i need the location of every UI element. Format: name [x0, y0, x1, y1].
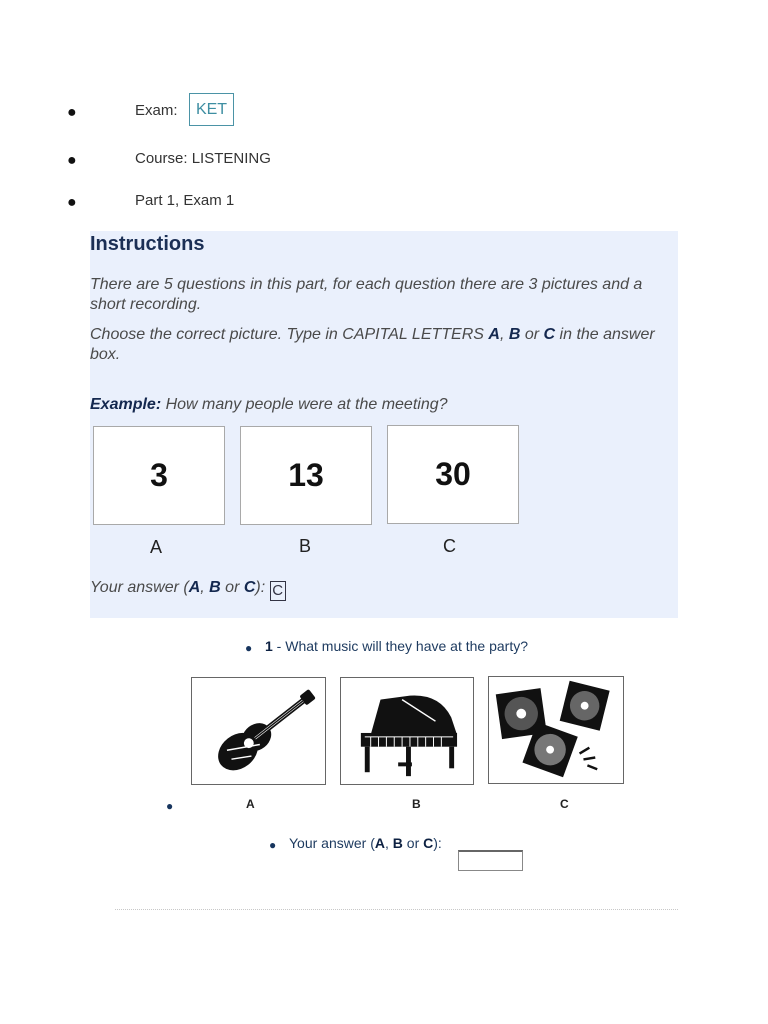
- exam-label: Exam:: [135, 102, 178, 119]
- exam-link[interactable]: KET: [189, 93, 234, 126]
- question-1-picture-b[interactable]: [340, 677, 474, 785]
- question-1-answer-input[interactable]: [458, 850, 523, 871]
- cds-icon: [489, 677, 623, 783]
- bullet-icon: ●: [67, 104, 77, 121]
- divider: [115, 909, 678, 910]
- example-picture-c: 30: [387, 425, 519, 524]
- course-label: Course: LISTENING: [135, 150, 271, 167]
- question-1-letter-b: B: [412, 797, 421, 811]
- guitar-icon: [192, 678, 325, 784]
- example-letter-a: A: [150, 537, 163, 557]
- instructions-title: Instructions: [90, 233, 205, 255]
- bullet-icon: ●: [269, 838, 277, 852]
- example-letter-c: C: [443, 536, 456, 556]
- question-1-picture-a[interactable]: [191, 677, 326, 785]
- piano-icon: [341, 678, 473, 784]
- question-1-text: 1 - What music will they have at the party?: [265, 638, 529, 654]
- example-question: Example: How many people were at the meeting?: [90, 396, 448, 413]
- example-picture-a: 3: [93, 426, 225, 525]
- part-label: Part 1, Exam 1: [135, 192, 235, 209]
- instructions-panel: [90, 231, 678, 618]
- bullet-icon: ●: [245, 641, 253, 655]
- question-1-letter-a: A: [246, 797, 255, 811]
- example-picture-b: 13: [240, 426, 372, 525]
- example-answer-box: C: [270, 581, 286, 601]
- example-answer-line: Your answer (A, B or C): C: [90, 578, 680, 601]
- instructions-para-1: There are 5 questions in this part, for each question there are 3 pictures and a short recording.: [90, 276, 643, 313]
- bullet-icon: ●: [67, 194, 77, 211]
- question-1-answer-line: Your answer (A, B or C):: [289, 835, 442, 851]
- bullet-icon: ●: [166, 799, 174, 813]
- question-1-picture-c[interactable]: [488, 676, 624, 784]
- bullet-icon: ●: [67, 152, 77, 169]
- question-1-letter-c: C: [560, 797, 569, 811]
- example-letter-b: B: [299, 536, 312, 556]
- instructions-para-2: Choose the correct picture. Type in CAPITAL LETTERS A, B or C in the answer box.: [90, 326, 655, 363]
